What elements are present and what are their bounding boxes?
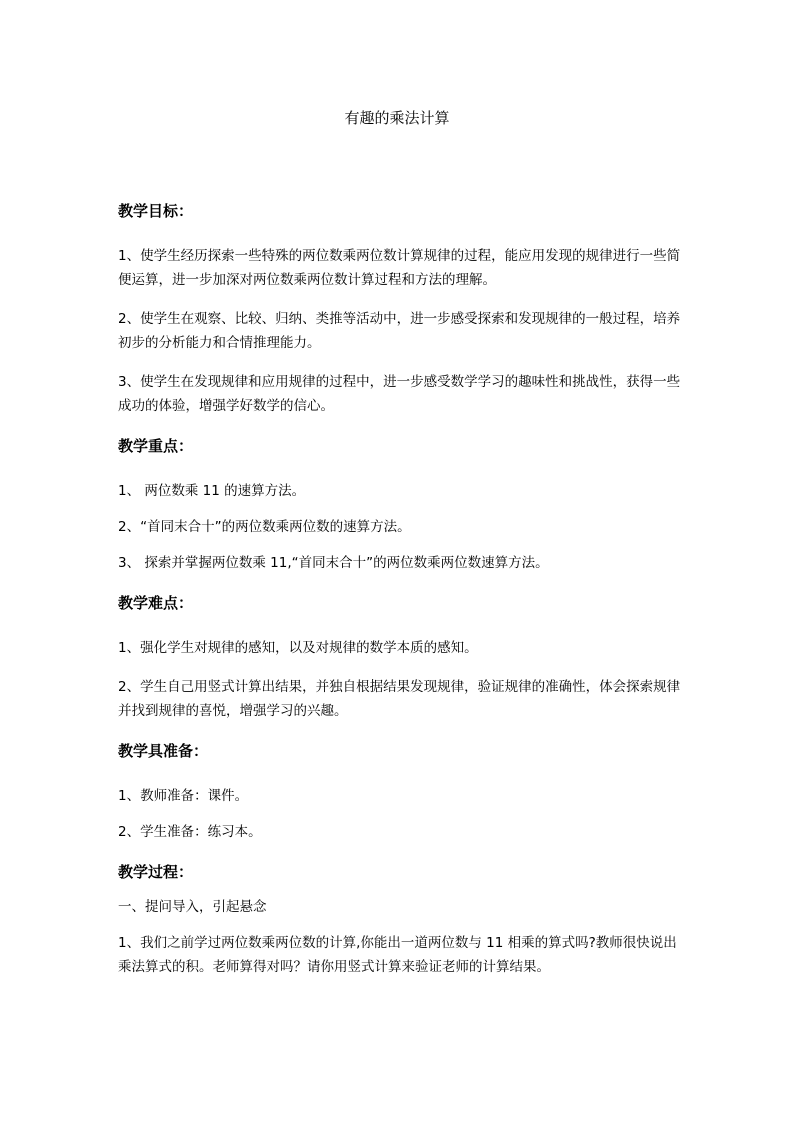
- section-heading-key-points: 教学重点：: [118, 437, 194, 455]
- section-goals: [118, 200, 688, 418]
- section-key-points: [118, 435, 688, 575]
- process-item-1: 一、提问导入，引起悬念: [118, 899, 267, 915]
- section-heading-preparation: 教学具准备：: [118, 742, 209, 760]
- section-process: [118, 861, 688, 979]
- difficulty-item-1: 1、强化学生对规律的感知，以及对规律的数学本质的感知。: [118, 640, 478, 656]
- section-preparation: [118, 740, 688, 844]
- key-point-item-1: 1、 两位数乘 11 的速算方法。: [118, 483, 306, 499]
- section-heading-goals: 教学目标：: [118, 202, 194, 220]
- goal-item-1: 1、使学生经历探索一些特殊的两位数乘两位数计算规律的过程，能应用发现的规律进行一些简便运算，进一步加深对两位数乘两位数计算过程和方法的理解。: [118, 248, 681, 288]
- document-title: 有趣的乘法计算: [344, 109, 450, 127]
- goal-item-2: 2、使学生在观察、比较、归纳、类推等活动中，进一步感受探索和发现规律的一般过程，培养初步的分析能力和合情推理能力。: [118, 311, 681, 351]
- preparation-item-1: 1、教师准备：课件。: [118, 788, 249, 804]
- preparation-item-2: 2、学生准备：练习本。: [118, 824, 262, 840]
- section-difficulties: [118, 592, 688, 723]
- section-heading-process: 教学过程：: [118, 863, 194, 881]
- goal-item-3: 3、使学生在发现规律和应用规律的过程中，进一步感受数学学习的趣味性和挑战性，获得一些成功的体验，增强学好数学的信心。: [118, 374, 681, 414]
- key-point-item-2: 2、“首同末合十”的两位数乘两位数的速算方法。: [118, 519, 411, 535]
- key-point-item-3: 3、 探索并掌握两位数乘 11,“首同末合十”的两位数乘两位数速算方法。: [118, 555, 549, 571]
- section-heading-difficulties: 教学难点：: [118, 594, 194, 612]
- difficulty-item-2: 2、学生自己用竖式计算出结果，并独自根据结果发现规律，验证规律的准确性，体会探索规律并找到规律的喜悦，增强学习的兴趣。: [118, 679, 681, 719]
- process-item-2: 1、我们之前学过两位数乘两位数的计算,你能出一道两位数与 11 相乘的算式吗?教师很快说出乘法算式的积。老师算得对吗？请你用竖式计算来验证老师的计算结果。: [118, 935, 677, 975]
- document-body: [118, 200, 688, 994]
